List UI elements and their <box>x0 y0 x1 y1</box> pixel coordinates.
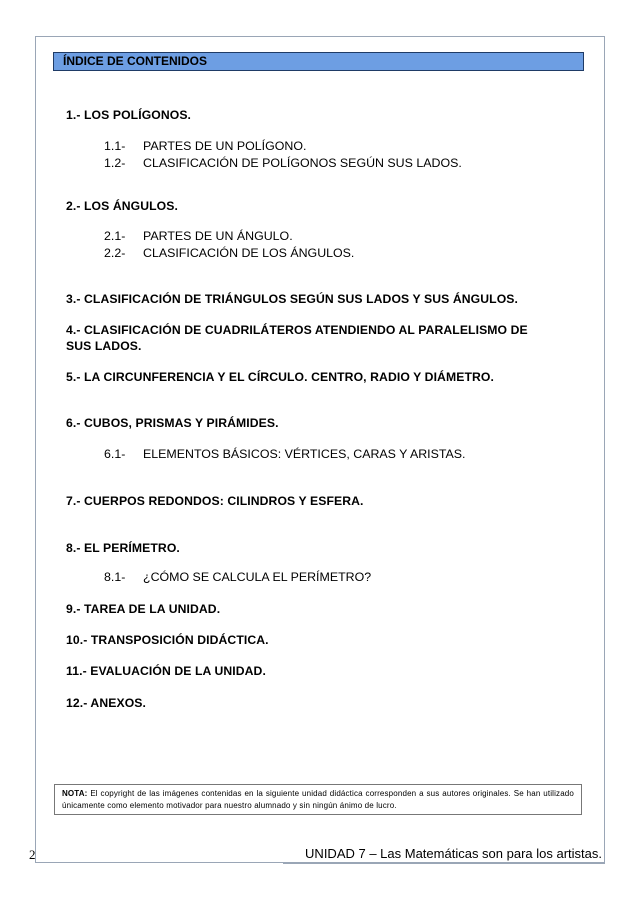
toc-subsection-label: PARTES DE UN POLÍGONO. <box>143 139 307 153</box>
toc-subsection-number: 6.1- <box>104 447 126 461</box>
footer-title: UNIDAD 7 – Las Matemáticas son para los artistas. <box>305 846 602 861</box>
index-title: ÍNDICE DE CONTENIDOS <box>63 54 208 68</box>
toc-section-12: 12.- ANEXOS. <box>66 696 146 710</box>
toc-section-4-line1: 4.- CLASIFICACIÓN DE CUADRILÁTEROS ATENDIENDO AL PARALELISMO DE <box>66 323 528 337</box>
toc-subsection-label: ¿CÓMO SE CALCULA EL PERÍMETRO? <box>143 570 372 584</box>
toc-subsection-label: ELEMENTOS BÁSICOS: VÉRTICES, CARAS Y ARISTAS. <box>143 447 466 461</box>
toc-subsection-number: 1.1- <box>104 139 126 153</box>
index-header <box>53 52 584 71</box>
toc-subsection-number: 2.1- <box>104 229 126 243</box>
note-text: El copyright de las imágenes contenidas en la siguiente unidad didáctica corresponden a sus autores originales. Se han utilizado únicamente como elemento motivador para nuestro alumnado y sin ningún ánimo de lucro. <box>62 789 574 810</box>
toc-section-3: 3.- CLASIFICACIÓN DE TRIÁNGULOS SEGÚN SUS LADOS Y SUS ÁNGULOS. <box>66 292 518 306</box>
toc-subsection-number: 1.2- <box>104 156 126 170</box>
toc-section-10: 10.- TRANSPOSICIÓN DIDÁCTICA. <box>66 633 269 647</box>
toc-section-5: 5.- LA CIRCUNFERENCIA Y EL CÍRCULO. CENTRO, RADIO Y DIÁMETRO. <box>66 370 494 384</box>
copyright-note <box>54 784 582 815</box>
toc-section-4-line2: SUS LADOS. <box>66 339 142 353</box>
toc-section-7: 7.- CUERPOS REDONDOS: CILINDROS Y ESFERA. <box>66 494 364 508</box>
toc-subsection-6-1 <box>104 446 466 463</box>
toc-section-6: 6.- CUBOS, PRISMAS Y PIRÁMIDES. <box>66 416 279 430</box>
toc-section-2: 2.- LOS ÁNGULOS. <box>66 199 178 213</box>
toc-subsection-number: 8.1- <box>104 570 126 584</box>
page-number: 2 <box>29 847 36 862</box>
toc-subsection-label: CLASIFICACIÓN DE LOS ÁNGULOS. <box>143 246 355 260</box>
toc-subsection-1-1 <box>104 138 306 155</box>
toc-subsection-label: CLASIFICACIÓN DE POLÍGONOS SEGÚN SUS LADOS. <box>143 156 462 170</box>
toc-subsection-2-1 <box>104 228 293 245</box>
toc-section-8: 8.- EL PERÍMETRO. <box>66 541 180 555</box>
toc-subsection-2-2 <box>104 245 354 262</box>
toc-subsection-1-2 <box>104 155 462 172</box>
toc-subsection-label: PARTES DE UN ÁNGULO. <box>143 229 293 243</box>
toc-section-11: 11.- EVALUACIÓN DE LA UNIDAD. <box>66 664 266 678</box>
footer-divider <box>283 863 605 864</box>
toc-section-1: 1.- LOS POLÍGONOS. <box>66 108 192 122</box>
toc-section-9: 9.- TAREA DE LA UNIDAD. <box>66 602 221 616</box>
toc-subsection-number: 2.2- <box>104 246 126 260</box>
toc-subsection-8-1 <box>104 569 371 586</box>
note-label: NOTA: <box>62 789 88 798</box>
